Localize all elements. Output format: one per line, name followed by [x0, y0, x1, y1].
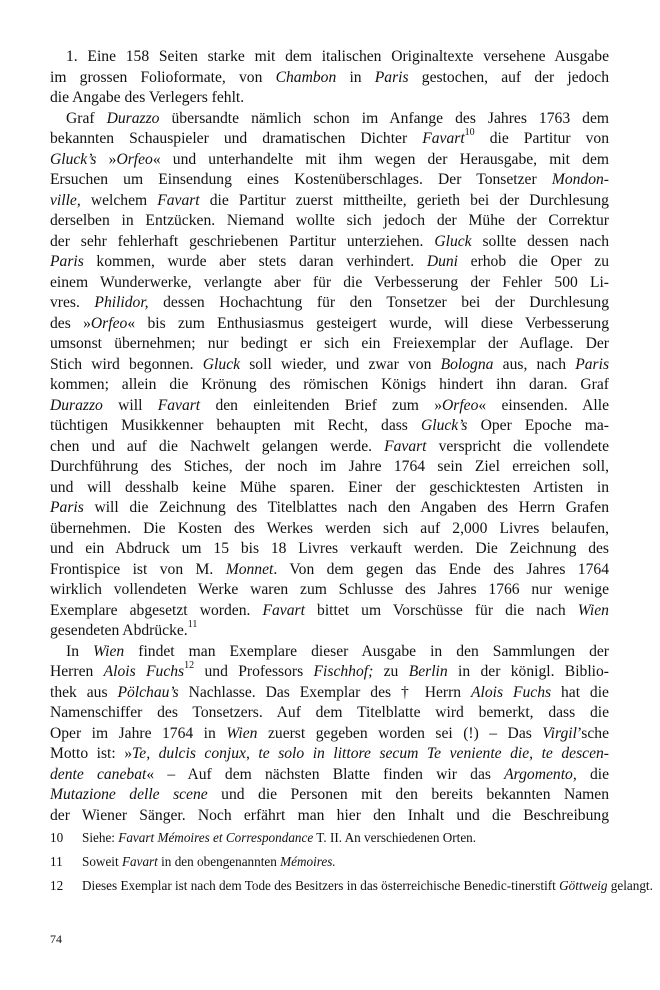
- text-run: Oper im Jahre 1764 in: [50, 724, 227, 742]
- text-run: hat die: [551, 683, 609, 701]
- text-run: übernehmen. Die Kosten des Werkes werden sich auf 2,000 Livres belaufen,: [50, 519, 609, 537]
- text-run: will die Zeichnung des Titelblattes nach den Angaben des Herrn Grafen: [83, 499, 609, 516]
- text-run: Graf: [66, 109, 107, 127]
- italic-text: Orfeo: [442, 396, 479, 414]
- text-line: [50, 273, 609, 294]
- text-line: [50, 642, 609, 663]
- text-line: [50, 457, 609, 478]
- text-run: die Partitur von: [474, 130, 609, 147]
- italic-text: Monnet: [225, 560, 274, 578]
- footnote-text: [82, 853, 609, 871]
- italic-text: Wien: [577, 601, 609, 619]
- text-run: In: [66, 642, 94, 660]
- italic-text: Orfeo: [90, 314, 128, 332]
- italic-text: Gluck’s: [50, 150, 97, 168]
- text-run: Stich wird begonnen.: [50, 355, 203, 373]
- text-run: bekannten Schauspieler und dramatischen Dichter: [50, 130, 423, 147]
- text-run: einem Wunderwerke, verlangte aber für die Verbesserung der Fehler 500 Li-: [50, 273, 609, 291]
- text-run: im grossen Folioformate, von: [50, 68, 276, 86]
- italic-text: Favart: [157, 396, 201, 414]
- text-run: Dieses Exemplar ist nach dem Tode des Besitzers in das österreichische Benedic-tinerstift: [82, 878, 560, 893]
- italic-text: Gluck: [202, 355, 241, 373]
- italic-text: Gluck: [434, 232, 472, 250]
- footnotes: [50, 829, 653, 901]
- footnote-ref: 11: [187, 618, 198, 630]
- text-run: welchem: [80, 191, 158, 209]
- text-line: [50, 539, 609, 560]
- text-line: [50, 744, 609, 765]
- text-line: [50, 150, 609, 171]
- footnote: [50, 829, 609, 847]
- text-run: vres.: [50, 294, 95, 311]
- text-run: bittet um Vorschüsse für die nach: [304, 601, 578, 619]
- text-run: aus, nach: [493, 355, 576, 373]
- footnote-ref: 10: [464, 126, 475, 138]
- italic-text: Favart Mémoires et Correspondance: [118, 830, 314, 845]
- text-run: Oper Epoche ma-: [467, 417, 609, 434]
- italic-text: Favart: [121, 854, 158, 869]
- text-run: « einsenden. Alle: [478, 396, 609, 414]
- text-run: übersandte nämlich schon im Anfange des Jahres 1763 dem: [159, 109, 609, 127]
- italic-text: Favart: [384, 437, 427, 455]
- italic-text: Favart: [157, 191, 200, 209]
- text-run: zuerst gegeben worden sei (!) – Das: [257, 724, 543, 742]
- text-run: « und unterhandelte mit ihm wegen der Herausgabe, mit dem: [152, 150, 609, 168]
- body-text: [50, 47, 609, 826]
- text-run: will: [102, 396, 158, 414]
- italic-text: dente canebat: [50, 765, 147, 783]
- italic-text: ville,: [50, 191, 81, 209]
- text-run: in den obengenannten: [157, 854, 281, 869]
- text-run: . Von dem gegen das Ende des Jahres 1764: [273, 560, 609, 578]
- text-run: der Wiener Sänger. Noch erfährt man hier den Inhalt und die Beschreibung: [50, 806, 609, 824]
- italic-text: Favart: [262, 601, 305, 619]
- text-line: [50, 806, 609, 827]
- text-run: wirklich vollendeten Werke waren zum Schlusse des Jahres 1766 nur wenige: [50, 581, 609, 598]
- text-run: « – Auf dem nächsten Blatte finden wir das: [146, 765, 505, 783]
- text-line: [50, 293, 609, 314]
- text-run: Soweit: [82, 854, 122, 869]
- text-run: und ein Abdruck um 15 bis 18 Livres verkauft werden. Die Zeichnung des: [50, 540, 609, 557]
- text-line: [50, 109, 609, 130]
- italic-text: Durazzo: [106, 109, 160, 127]
- text-line: [50, 785, 609, 806]
- text-run: 1. Eine 158 Seiten starke mit dem italischen Originaltexte versehene Ausgabe: [66, 48, 609, 65]
- text-line: [50, 437, 609, 458]
- footnote-number: 11: [50, 854, 63, 869]
- text-line: [50, 396, 609, 417]
- text-line: [50, 334, 609, 355]
- italic-text: Mondon-: [551, 171, 609, 188]
- footnote: [50, 877, 653, 895]
- text-run: des »: [50, 314, 91, 332]
- text-line: [50, 560, 609, 581]
- text-run: Ersuchen um Einsendung eines Kostenüberschlages. Der Tonsetzer: [50, 171, 552, 188]
- italic-text: Paris: [575, 355, 610, 373]
- italic-text: Bologna: [440, 355, 494, 373]
- italic-text: Alois Fuchs: [470, 683, 552, 701]
- italic-text: Chambon: [275, 68, 337, 86]
- text-run: gelangt.: [607, 878, 653, 893]
- italic-text: Duni: [426, 253, 459, 270]
- italic-text: Paris: [50, 253, 84, 270]
- text-line: [50, 416, 609, 437]
- text-run: erhob die Oper zu: [458, 253, 609, 270]
- text-run: Siehe:: [82, 830, 119, 845]
- text-run: Exemplare abgesetzt worden.: [50, 601, 263, 619]
- text-line: [50, 170, 609, 191]
- text-line: [50, 601, 609, 622]
- italic-text: Mémoires.: [280, 854, 336, 869]
- italic-text: Berlin: [408, 663, 448, 680]
- text-run: Namenschiffer des Tonsetzers. Auf dem Titelblatte wird bemerkt, dass die: [50, 704, 609, 721]
- text-run: kommen, wurde aber stets daran verhindert.: [83, 253, 427, 270]
- text-line: [50, 724, 609, 745]
- text-line: [50, 375, 609, 396]
- text-line: [50, 498, 609, 519]
- footnote-text: [82, 877, 653, 895]
- text-line: [50, 765, 609, 786]
- italic-text: Philidor,: [94, 294, 149, 311]
- text-run: und will desshalb keine Mühe sparen. Einer der geschicktesten Artisten in: [50, 478, 609, 496]
- text-run: gestochen, auf der jedoch: [408, 68, 609, 86]
- text-run: verspricht die vollendete: [426, 437, 609, 455]
- text-run: den einleitenden Brief zum »: [200, 396, 442, 414]
- text-line: [50, 88, 609, 109]
- text-run: T. II. An verschiedenen Orten.: [313, 830, 477, 845]
- text-line: [50, 355, 609, 376]
- text-run: in der königl. Biblio-: [447, 663, 609, 680]
- text-run: die Angabe des Verlegers fehlt.: [50, 89, 245, 106]
- italic-text: Göttweig: [559, 878, 608, 893]
- text-line: [50, 703, 609, 724]
- italic-text: Virgil: [542, 724, 577, 742]
- italic-text: Pölchau’s: [117, 683, 179, 701]
- text-line: [50, 618, 609, 642]
- italic-text: Orfeo: [116, 150, 153, 168]
- text-line: [50, 478, 609, 499]
- italic-text: Alois Fuchs: [103, 663, 185, 680]
- text-run: zu: [373, 663, 409, 680]
- text-run: »: [96, 150, 117, 168]
- text-run: umsonst übernehmen; nur bedingt er sich ein Freiexemplar der Auflage. Der: [50, 335, 609, 352]
- text-run: und Professors: [194, 663, 314, 680]
- text-run: die: [576, 765, 609, 783]
- italic-text: Te, dulcis conjux, te solo in littore secum Te veniente die, te descen-: [132, 745, 609, 762]
- text-run: dessen Hochachtung für den Tonsetzer bei der Durchlesung: [148, 294, 609, 311]
- text-line: [50, 580, 609, 601]
- italic-text: Favart: [422, 130, 465, 147]
- text-line: [50, 126, 609, 150]
- italic-text: Paris: [50, 499, 84, 516]
- text-run: « bis zum Enthusiasmus gesteigert wurde, will diese Verbesserung: [127, 314, 609, 332]
- page-number: 74: [50, 932, 62, 946]
- text-line: [50, 47, 609, 68]
- text-line: [50, 314, 609, 335]
- text-run: ’sche: [576, 724, 609, 742]
- text-run: Herren: [50, 663, 104, 680]
- text-line: [50, 519, 609, 540]
- text-run: Nachlasse. Das Exemplar des † Herrn: [178, 683, 471, 701]
- text-line: [50, 232, 609, 253]
- text-line: [50, 211, 609, 232]
- text-run: der sehr fehlerhaft geschriebenen Partitur unterziehen.: [50, 232, 435, 250]
- footnote-ref: 12: [184, 659, 195, 671]
- text-run: und die Personen mit den bereits bekannten Namen: [207, 786, 610, 803]
- text-line: [50, 683, 609, 704]
- text-run: Durchführung des Stiches, der noch im Jahre 1764 sein Ziel erreichen soll,: [50, 458, 609, 475]
- italic-text: Wien: [93, 642, 125, 660]
- text-run: soll wieder, und zwar von: [240, 355, 441, 373]
- text-run: chen und auf die Nachwelt gelangen werde.: [50, 437, 385, 455]
- text-run: derselben in Entzücken. Niemand wollte sich jedoch der Mühe der Correktur: [50, 212, 609, 229]
- footnote: [50, 853, 609, 871]
- italic-text: Mutazione delle scene: [50, 786, 208, 803]
- text-run: Motto ist: »: [50, 745, 133, 762]
- text-run: gesendeten Abdrücke.: [50, 622, 188, 639]
- text-run: findet man Exemplare dieser Ausgabe in den Sammlungen der: [124, 642, 609, 660]
- text-run: sollte dessen nach: [471, 232, 609, 250]
- text-line: [50, 659, 609, 683]
- text-line: [50, 68, 609, 89]
- text-run: in: [336, 68, 375, 86]
- italic-text: Paris: [374, 68, 409, 86]
- italic-text: Durazzo: [50, 396, 103, 414]
- text-line: [50, 252, 609, 273]
- text-line: [50, 191, 609, 212]
- footnote-text: [82, 829, 609, 847]
- text-run: kommen; allein die Krönung des römischen Königs hindert ihn daran. Graf: [50, 376, 609, 393]
- italic-text: Argomento,: [504, 765, 577, 783]
- italic-text: Gluck’s: [421, 417, 468, 434]
- italic-text: Fischhof;: [313, 663, 374, 680]
- italic-text: Wien: [226, 724, 258, 742]
- text-run: thek aus: [50, 683, 118, 701]
- text-run: Frontispice ist von M.: [50, 560, 226, 578]
- text-run: tüchtigen Musikkenner behaupten mit Recht, dass: [50, 417, 421, 434]
- footnote-number: 12: [50, 878, 64, 893]
- text-run: die Partitur zuerst mittheilte, gerieth bei der Durchlesung: [199, 191, 609, 209]
- footnote-number: 10: [50, 830, 64, 845]
